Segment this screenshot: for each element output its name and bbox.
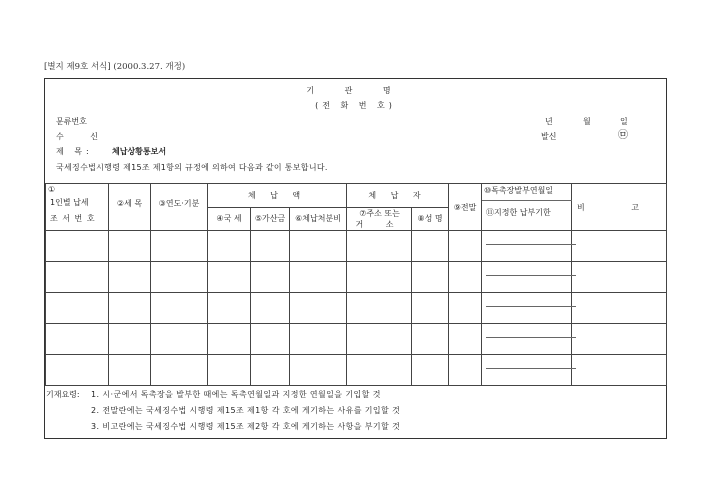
subject-value: 체납상황통보서 (112, 147, 167, 156)
form-label: [별지 제9호 서식] (2000.3.27. 개정) (44, 62, 186, 72)
date-day-label: 일 (620, 117, 628, 126)
col7-label-b: 거 소 (355, 219, 404, 229)
row-divider (486, 306, 576, 307)
arrears-table (45, 183, 667, 386)
col11-label: ⑪지정한 납부기한 (486, 208, 551, 217)
row-divider (486, 244, 576, 245)
header-tax-ledger-number (46, 184, 109, 231)
phone-number: (전 화 번 호) (315, 101, 396, 110)
arrears-notice-form (44, 78, 667, 439)
subject-label: 제 목: (56, 147, 93, 156)
col1-number: ① (48, 185, 56, 194)
col10-label: ⑩독촉장발부연월일 (484, 186, 554, 195)
date-year-label: 년 (545, 117, 553, 126)
seal-mark: ㉤ (618, 130, 628, 141)
col7-label-a: ⑦주소 또는 (359, 208, 400, 218)
agency-name: 기 관 명 (306, 86, 405, 95)
col8-label: ⑧성 명 (412, 207, 449, 231)
header-tax-item (109, 184, 151, 231)
table-row (46, 324, 667, 355)
note-item-3: 3. 비고란에는 국세징수법 시행령 제15조 제2항 각 호에 게기하는 사항을 부기할 것 (91, 422, 401, 431)
col2-label: ②세 목 (116, 198, 143, 208)
row-divider (486, 337, 576, 338)
notes-heading: 기재요령: (46, 390, 80, 399)
header-inner-divider (482, 200, 572, 201)
class-number-label: 문류번호 (56, 117, 87, 126)
header-remarks: 비 고 (572, 184, 667, 231)
header-details: ⑨전말 (449, 184, 482, 231)
date-month-label: 월 (583, 117, 591, 126)
header-year-period (151, 184, 208, 231)
col3-label: ③연도·기분 (158, 198, 200, 208)
col4-label: ④국 세 (208, 207, 251, 231)
header-arrears-amount: 체 납 액 (208, 184, 347, 208)
note-item-2: 2. 전말란에는 국세징수법 시행령 제15조 제1항 각 호에 게기하는 사유를 기입할 것 (91, 406, 401, 415)
row-divider (486, 275, 576, 276)
table-row (46, 355, 667, 386)
table-row (46, 293, 667, 324)
header-address (347, 207, 412, 231)
recipient-label: 수 신 (56, 132, 110, 141)
header-delinquent: 체 납 자 (347, 184, 449, 208)
col5-label: ⑤가산금 (251, 207, 290, 231)
note-item-1: 1. 시·군에서 독촉장을 발부한 때에는 독촉연월일과 지정한 연월일을 기입할 것 (91, 390, 381, 399)
col1-label-a: 1인별 납세 (50, 198, 89, 207)
col1-label-b: 조 서 번 호 (50, 214, 96, 223)
table-row (46, 262, 667, 293)
col6-label: ⑥체납처분비 (290, 207, 347, 231)
header-notice-dates (482, 184, 572, 231)
row-divider (486, 368, 576, 369)
body-text: 국세징수법시행령 제15조 제1항의 규정에 의하여 다음과 같이 통보합니다. (56, 163, 328, 172)
sender-label: 발신 (541, 132, 557, 141)
table-row (46, 231, 667, 262)
